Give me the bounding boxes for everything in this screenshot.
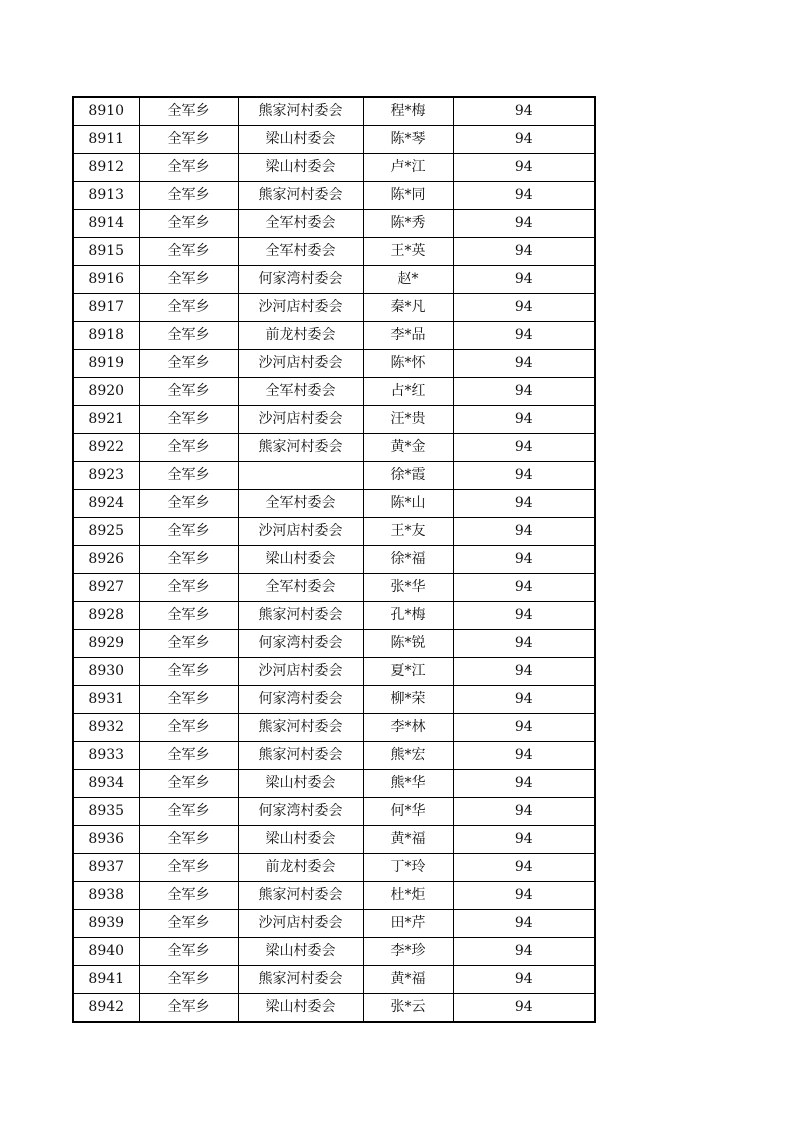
name-cell: 王*英 xyxy=(363,238,453,266)
name-cell: 陈*怀 xyxy=(363,350,453,378)
score-cell: 94 xyxy=(453,602,595,630)
row-number-cell: 8924 xyxy=(73,490,139,518)
table-row xyxy=(73,798,595,826)
name-cell: 黄*福 xyxy=(363,826,453,854)
village-committee-cell: 梁山村委会 xyxy=(238,826,363,854)
score-cell: 94 xyxy=(453,126,595,154)
town-cell: 全军乡 xyxy=(139,742,238,770)
village-committee-cell: 全军村委会 xyxy=(238,210,363,238)
name-cell: 李*林 xyxy=(363,714,453,742)
name-cell: 杜*炬 xyxy=(363,882,453,910)
score-cell: 94 xyxy=(453,97,595,126)
village-committee-cell: 熊家河村委会 xyxy=(238,882,363,910)
name-cell: 陈*同 xyxy=(363,182,453,210)
village-committee-cell: 全军村委会 xyxy=(238,574,363,602)
village-committee-cell: 何家湾村委会 xyxy=(238,686,363,714)
name-cell: 程*梅 xyxy=(363,97,453,126)
score-cell: 94 xyxy=(453,350,595,378)
name-cell: 孔*梅 xyxy=(363,602,453,630)
row-number-cell: 8914 xyxy=(73,210,139,238)
table-row xyxy=(73,406,595,434)
town-cell: 全军乡 xyxy=(139,770,238,798)
table-row xyxy=(73,238,595,266)
name-cell: 黄*金 xyxy=(363,434,453,462)
table-row xyxy=(73,182,595,210)
score-cell: 94 xyxy=(453,798,595,826)
table-row xyxy=(73,350,595,378)
row-number-cell: 8937 xyxy=(73,854,139,882)
village-committee-cell: 沙河店村委会 xyxy=(238,518,363,546)
town-cell: 全军乡 xyxy=(139,938,238,966)
name-cell: 张*云 xyxy=(363,994,453,1023)
name-cell: 赵* xyxy=(363,266,453,294)
table-row xyxy=(73,770,595,798)
village-committee-cell: 熊家河村委会 xyxy=(238,434,363,462)
town-cell: 全军乡 xyxy=(139,630,238,658)
score-cell: 94 xyxy=(453,826,595,854)
name-cell: 陈*秀 xyxy=(363,210,453,238)
town-cell: 全军乡 xyxy=(139,182,238,210)
town-cell: 全军乡 xyxy=(139,294,238,322)
score-cell: 94 xyxy=(453,294,595,322)
village-committee-cell: 熊家河村委会 xyxy=(238,742,363,770)
town-cell: 全军乡 xyxy=(139,714,238,742)
name-cell: 夏*江 xyxy=(363,658,453,686)
town-cell: 全军乡 xyxy=(139,518,238,546)
row-number-cell: 8920 xyxy=(73,378,139,406)
score-cell: 94 xyxy=(453,854,595,882)
row-number-cell: 8930 xyxy=(73,658,139,686)
town-cell: 全军乡 xyxy=(139,406,238,434)
village-committee-cell: 何家湾村委会 xyxy=(238,266,363,294)
name-cell: 熊*华 xyxy=(363,770,453,798)
town-cell: 全军乡 xyxy=(139,686,238,714)
row-number-cell: 8912 xyxy=(73,154,139,182)
score-cell: 94 xyxy=(453,406,595,434)
row-number-cell: 8913 xyxy=(73,182,139,210)
row-number-cell: 8911 xyxy=(73,126,139,154)
town-cell: 全军乡 xyxy=(139,97,238,126)
table-row xyxy=(73,462,595,490)
table-row xyxy=(73,434,595,462)
row-number-cell: 8922 xyxy=(73,434,139,462)
row-number-cell: 8925 xyxy=(73,518,139,546)
village-committee-cell: 熊家河村委会 xyxy=(238,97,363,126)
town-cell: 全军乡 xyxy=(139,966,238,994)
town-cell: 全军乡 xyxy=(139,322,238,350)
table-row xyxy=(73,826,595,854)
table-row xyxy=(73,490,595,518)
table-row xyxy=(73,854,595,882)
name-cell: 何*华 xyxy=(363,798,453,826)
row-number-cell: 8936 xyxy=(73,826,139,854)
table-row xyxy=(73,518,595,546)
town-cell: 全军乡 xyxy=(139,154,238,182)
table-row xyxy=(73,546,595,574)
score-cell: 94 xyxy=(453,518,595,546)
score-cell: 94 xyxy=(453,154,595,182)
row-number-cell: 8939 xyxy=(73,910,139,938)
table-row xyxy=(73,994,595,1023)
village-committee-cell: 梁山村委会 xyxy=(238,770,363,798)
village-committee-cell: 沙河店村委会 xyxy=(238,350,363,378)
score-cell: 94 xyxy=(453,658,595,686)
town-cell: 全军乡 xyxy=(139,994,238,1023)
table-row xyxy=(73,882,595,910)
row-number-cell: 8919 xyxy=(73,350,139,378)
town-cell: 全军乡 xyxy=(139,378,238,406)
name-cell: 张*华 xyxy=(363,574,453,602)
row-number-cell: 8934 xyxy=(73,770,139,798)
village-committee-cell: 沙河店村委会 xyxy=(238,406,363,434)
row-number-cell: 8932 xyxy=(73,714,139,742)
row-number-cell: 8921 xyxy=(73,406,139,434)
name-cell: 柳*荣 xyxy=(363,686,453,714)
village-committee-cell: 梁山村委会 xyxy=(238,126,363,154)
row-number-cell: 8935 xyxy=(73,798,139,826)
name-cell: 陈*锐 xyxy=(363,630,453,658)
row-number-cell: 8927 xyxy=(73,574,139,602)
town-cell: 全军乡 xyxy=(139,910,238,938)
town-cell: 全军乡 xyxy=(139,434,238,462)
name-cell: 黄*福 xyxy=(363,966,453,994)
data-table xyxy=(72,96,596,1023)
score-cell: 94 xyxy=(453,882,595,910)
table-row xyxy=(73,910,595,938)
town-cell: 全军乡 xyxy=(139,546,238,574)
score-cell: 94 xyxy=(453,574,595,602)
village-committee-cell: 沙河店村委会 xyxy=(238,658,363,686)
table-row xyxy=(73,714,595,742)
row-number-cell: 8918 xyxy=(73,322,139,350)
village-committee-cell: 沙河店村委会 xyxy=(238,910,363,938)
row-number-cell: 8928 xyxy=(73,602,139,630)
village-committee-cell: 全军村委会 xyxy=(238,238,363,266)
score-cell: 94 xyxy=(453,910,595,938)
name-cell: 李*品 xyxy=(363,322,453,350)
name-cell: 徐*福 xyxy=(363,546,453,574)
name-cell: 汪*贵 xyxy=(363,406,453,434)
village-committee-cell: 梁山村委会 xyxy=(238,994,363,1023)
town-cell: 全军乡 xyxy=(139,602,238,630)
row-number-cell: 8942 xyxy=(73,994,139,1023)
village-committee-cell xyxy=(238,462,363,490)
row-number-cell: 8929 xyxy=(73,630,139,658)
name-cell: 熊*宏 xyxy=(363,742,453,770)
town-cell: 全军乡 xyxy=(139,266,238,294)
table-row xyxy=(73,126,595,154)
score-cell: 94 xyxy=(453,322,595,350)
table-body xyxy=(73,97,595,1022)
name-cell: 田*芹 xyxy=(363,910,453,938)
town-cell: 全军乡 xyxy=(139,798,238,826)
village-committee-cell: 熊家河村委会 xyxy=(238,602,363,630)
name-cell: 占*红 xyxy=(363,378,453,406)
village-committee-cell: 全军村委会 xyxy=(238,490,363,518)
village-committee-cell: 前龙村委会 xyxy=(238,854,363,882)
score-cell: 94 xyxy=(453,434,595,462)
town-cell: 全军乡 xyxy=(139,350,238,378)
score-cell: 94 xyxy=(453,462,595,490)
name-cell: 陈*琴 xyxy=(363,126,453,154)
score-cell: 94 xyxy=(453,770,595,798)
score-cell: 94 xyxy=(453,378,595,406)
table-row xyxy=(73,966,595,994)
town-cell: 全军乡 xyxy=(139,826,238,854)
town-cell: 全军乡 xyxy=(139,574,238,602)
table-row xyxy=(73,294,595,322)
town-cell: 全军乡 xyxy=(139,238,238,266)
score-cell: 94 xyxy=(453,714,595,742)
village-committee-cell: 全军村委会 xyxy=(238,378,363,406)
row-number-cell: 8926 xyxy=(73,546,139,574)
village-committee-cell: 梁山村委会 xyxy=(238,154,363,182)
table-row xyxy=(73,658,595,686)
name-cell: 丁*玲 xyxy=(363,854,453,882)
score-cell: 94 xyxy=(453,210,595,238)
town-cell: 全军乡 xyxy=(139,658,238,686)
name-cell: 秦*凡 xyxy=(363,294,453,322)
score-cell: 94 xyxy=(453,966,595,994)
table-row xyxy=(73,938,595,966)
village-committee-cell: 梁山村委会 xyxy=(238,938,363,966)
village-committee-cell: 沙河店村委会 xyxy=(238,294,363,322)
row-number-cell: 8916 xyxy=(73,266,139,294)
table-row xyxy=(73,686,595,714)
name-cell: 徐*霞 xyxy=(363,462,453,490)
row-number-cell: 8941 xyxy=(73,966,139,994)
table-row xyxy=(73,630,595,658)
village-committee-cell: 熊家河村委会 xyxy=(238,182,363,210)
score-cell: 94 xyxy=(453,630,595,658)
row-number-cell: 8910 xyxy=(73,97,139,126)
table-row xyxy=(73,378,595,406)
score-cell: 94 xyxy=(453,686,595,714)
village-committee-cell: 梁山村委会 xyxy=(238,546,363,574)
table-row xyxy=(73,574,595,602)
town-cell: 全军乡 xyxy=(139,210,238,238)
score-cell: 94 xyxy=(453,994,595,1023)
row-number-cell: 8917 xyxy=(73,294,139,322)
table-row xyxy=(73,742,595,770)
town-cell: 全军乡 xyxy=(139,854,238,882)
table-row xyxy=(73,266,595,294)
name-cell: 李*珍 xyxy=(363,938,453,966)
table-row xyxy=(73,97,595,126)
score-cell: 94 xyxy=(453,742,595,770)
town-cell: 全军乡 xyxy=(139,882,238,910)
village-committee-cell: 何家湾村委会 xyxy=(238,630,363,658)
table-row xyxy=(73,322,595,350)
score-cell: 94 xyxy=(453,238,595,266)
village-committee-cell: 前龙村委会 xyxy=(238,322,363,350)
row-number-cell: 8933 xyxy=(73,742,139,770)
town-cell: 全军乡 xyxy=(139,126,238,154)
row-number-cell: 8940 xyxy=(73,938,139,966)
town-cell: 全军乡 xyxy=(139,490,238,518)
row-number-cell: 8915 xyxy=(73,238,139,266)
score-cell: 94 xyxy=(453,546,595,574)
name-cell: 陈*山 xyxy=(363,490,453,518)
score-cell: 94 xyxy=(453,266,595,294)
score-cell: 94 xyxy=(453,490,595,518)
row-number-cell: 8938 xyxy=(73,882,139,910)
row-number-cell: 8923 xyxy=(73,462,139,490)
score-cell: 94 xyxy=(453,182,595,210)
village-committee-cell: 何家湾村委会 xyxy=(238,798,363,826)
table-row xyxy=(73,154,595,182)
score-cell: 94 xyxy=(453,938,595,966)
table-row xyxy=(73,210,595,238)
village-committee-cell: 熊家河村委会 xyxy=(238,966,363,994)
name-cell: 卢*江 xyxy=(363,154,453,182)
name-cell: 王*友 xyxy=(363,518,453,546)
town-cell: 全军乡 xyxy=(139,462,238,490)
row-number-cell: 8931 xyxy=(73,686,139,714)
village-committee-cell: 熊家河村委会 xyxy=(238,714,363,742)
table-row xyxy=(73,602,595,630)
